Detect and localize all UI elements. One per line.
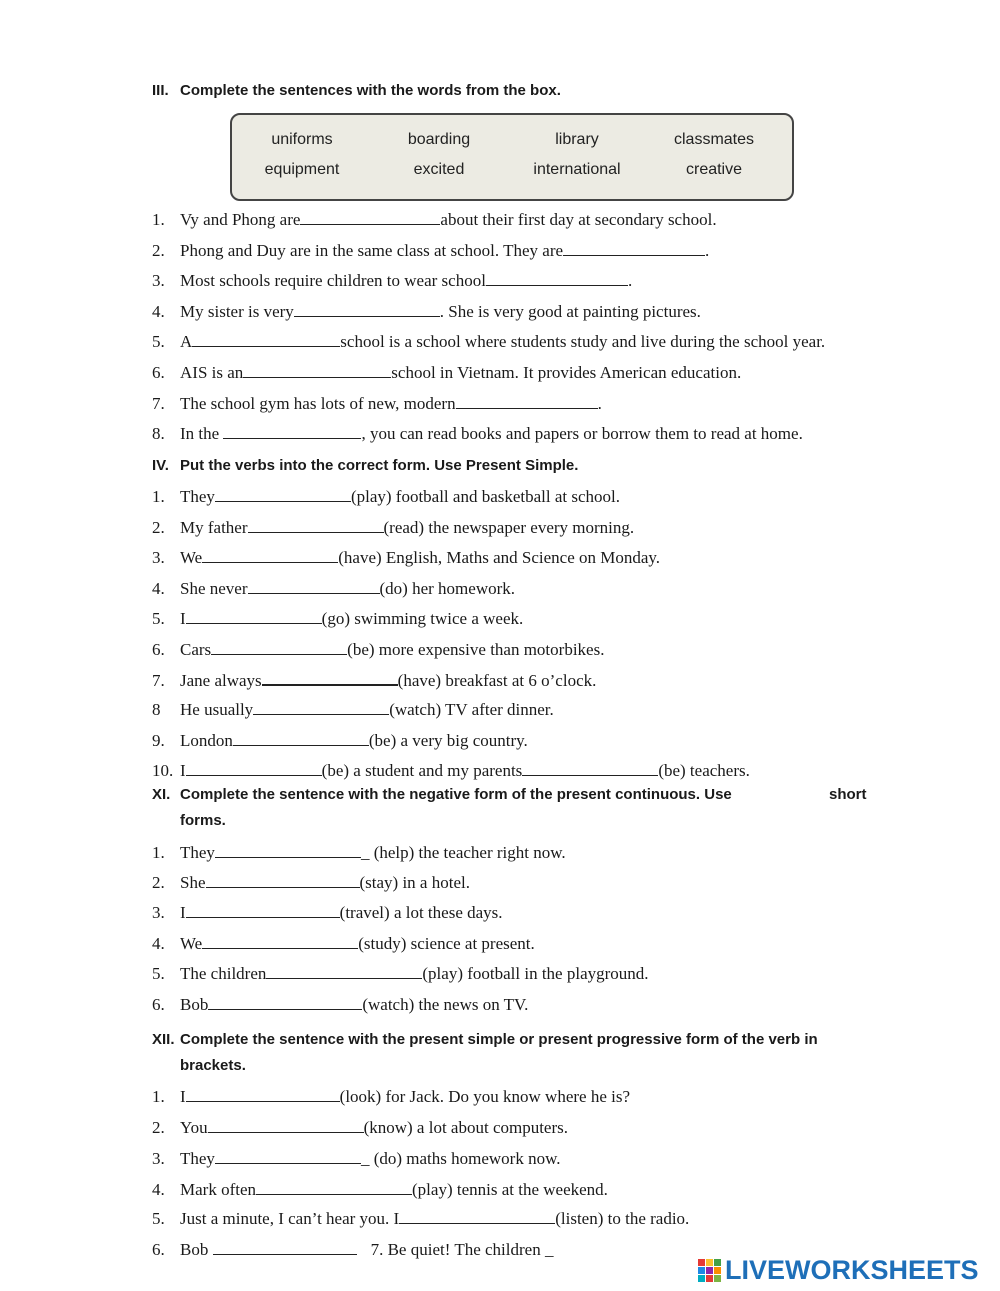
answer-blank[interactable]	[253, 699, 389, 715]
answer-blank[interactable]	[266, 963, 422, 979]
exercise-item: 5. Just a minute, I can’t hear you. I (listen) to the radio.	[152, 1209, 690, 1228]
answer-blank[interactable]	[202, 547, 338, 563]
logo-grid-cell	[698, 1267, 705, 1274]
exercise-item: 5. A school is a school where students study and live during the school year.	[152, 332, 826, 351]
exercise-item: 4. She never (do) her homework.	[152, 579, 516, 598]
answer-blank[interactable]	[294, 301, 440, 317]
exercise-item: 6. Bob 7. Be quiet! The children _	[152, 1240, 554, 1259]
exercise-item: 1. They (play) football and basketball at school.	[152, 487, 621, 506]
answer-blank[interactable]	[208, 994, 362, 1010]
exercise-item: 2. Phong and Duy are in the same class at school. They are .	[152, 241, 710, 260]
word-box-item: boarding	[407, 131, 471, 148]
word-box-item: equipment	[264, 161, 340, 178]
logo-grid-cell	[706, 1267, 713, 1274]
section-11-heading: XI. Complete the sentence with the negative form of the present continuous. Use short forms.	[152, 786, 867, 829]
answer-blank[interactable]	[186, 1086, 340, 1102]
logo-grid-cell	[698, 1259, 705, 1266]
answer-blank[interactable]	[233, 730, 369, 746]
logo-grid-cell	[714, 1275, 721, 1282]
logo-grid-cell	[706, 1259, 713, 1266]
exercise-item: 4. Mark often (play) tennis at the weekend.	[152, 1180, 608, 1199]
exercise-item: 7. The school gym has lots of new, modern .	[152, 394, 602, 413]
exercise-item: 2. She (stay) in a hotel.	[152, 873, 470, 892]
answer-blank[interactable]	[206, 872, 360, 888]
exercise-item: 3. We (have) English, Maths and Science on Monday.	[152, 548, 661, 567]
answer-blank[interactable]	[192, 331, 340, 347]
answer-blank[interactable]	[522, 760, 658, 776]
word-box-item: excited	[413, 161, 465, 178]
logo-text: LIVEWORKSHEETS	[725, 1254, 979, 1285]
exercise-item: 3. They _ (do) maths homework now.	[152, 1149, 561, 1168]
exercise-item: 10. I (be) a student and my parents (be) teachers.	[152, 761, 750, 780]
logo-grid-icon	[697, 1258, 721, 1282]
exercise-item: 1. Vy and Phong are about their first day at secondary school.	[152, 210, 717, 229]
exercise-item: 5. The children (play) football in the playground.	[152, 964, 649, 983]
logo-grid-cell	[714, 1259, 721, 1266]
answer-blank[interactable]	[248, 578, 380, 594]
exercise-item: 6. Cars (be) more expensive than motorbikes.	[152, 640, 605, 659]
answer-blank[interactable]	[256, 1179, 412, 1195]
word-box-item: uniforms	[271, 131, 333, 148]
answer-blank[interactable]	[300, 209, 440, 225]
word-box-item: library	[555, 131, 599, 148]
exercise-item: 1. I (look) for Jack. Do you know where he is?	[152, 1087, 631, 1106]
answer-blank[interactable]	[186, 902, 340, 918]
answer-blank[interactable]	[215, 486, 351, 502]
exercise-item: 2. You (know) a lot about computers.	[152, 1118, 569, 1137]
answer-blank[interactable]	[563, 240, 705, 256]
logo-grid-cell	[698, 1275, 705, 1282]
answer-blank[interactable]	[456, 393, 598, 409]
answer-blank[interactable]	[223, 423, 361, 439]
exercise-item: 2. My father (read) the newspaper every morning.	[152, 518, 635, 537]
section-3-heading: III. Complete the sentences with the words from the box.	[152, 82, 561, 99]
logo-grid-cell	[714, 1267, 721, 1274]
exercise-item: 4. We (study) science at present.	[152, 934, 535, 953]
liveworksheets-logo	[697, 1254, 979, 1286]
answer-blank[interactable]	[186, 760, 322, 776]
answer-blank[interactable]	[202, 933, 358, 949]
answer-blank[interactable]	[248, 517, 384, 533]
word-box-item: classmates	[673, 131, 755, 148]
answer-blank[interactable]	[211, 639, 347, 655]
exercise-item: 5. I (go) swimming twice a week.	[152, 609, 524, 628]
answer-blank[interactable]	[262, 669, 398, 686]
answer-blank[interactable]	[399, 1208, 555, 1224]
word-box-item: creative	[685, 161, 743, 178]
exercise-item: 7. Jane always (have) breakfast at 6 o’clock.	[152, 671, 597, 690]
exercise-item: 1. They _ (help) the teacher right now.	[152, 843, 566, 862]
exercise-item: 3. Most schools require children to wear school .	[152, 271, 633, 290]
logo-grid-cell	[706, 1275, 713, 1282]
answer-blank[interactable]	[208, 1117, 364, 1133]
answer-blank[interactable]	[486, 270, 628, 286]
section-4-heading: IV. Put the verbs into the correct form. Use Present Simple.	[152, 457, 579, 474]
answer-blank[interactable]	[243, 362, 391, 378]
answer-blank[interactable]	[186, 608, 322, 624]
exercise-item: 8 He usually (watch) TV after dinner.	[152, 700, 554, 719]
word-box-item: international	[533, 161, 621, 178]
exercise-item: 6. AIS is an school in Vietnam. It provides American education.	[152, 363, 742, 382]
exercise-item: 4. My sister is very . She is very good at painting pictures.	[152, 302, 701, 321]
exercise-item: 9. London (be) a very big country.	[152, 731, 528, 750]
section-12-heading: XII. Complete the sentence with the present simple or present progressive form of the verb in brackets.	[152, 1031, 818, 1074]
answer-blank[interactable]	[215, 1148, 361, 1164]
exercise-item: 3. I (travel) a lot these days.	[152, 903, 503, 922]
word-box	[230, 113, 794, 201]
exercise-item: 8. In the , you can read books and papers or borrow them to read at home.	[152, 424, 803, 443]
answer-blank[interactable]	[215, 842, 361, 858]
exercise-item: 6. Bob (watch) the news on TV.	[152, 995, 529, 1014]
answer-blank[interactable]	[213, 1239, 357, 1255]
